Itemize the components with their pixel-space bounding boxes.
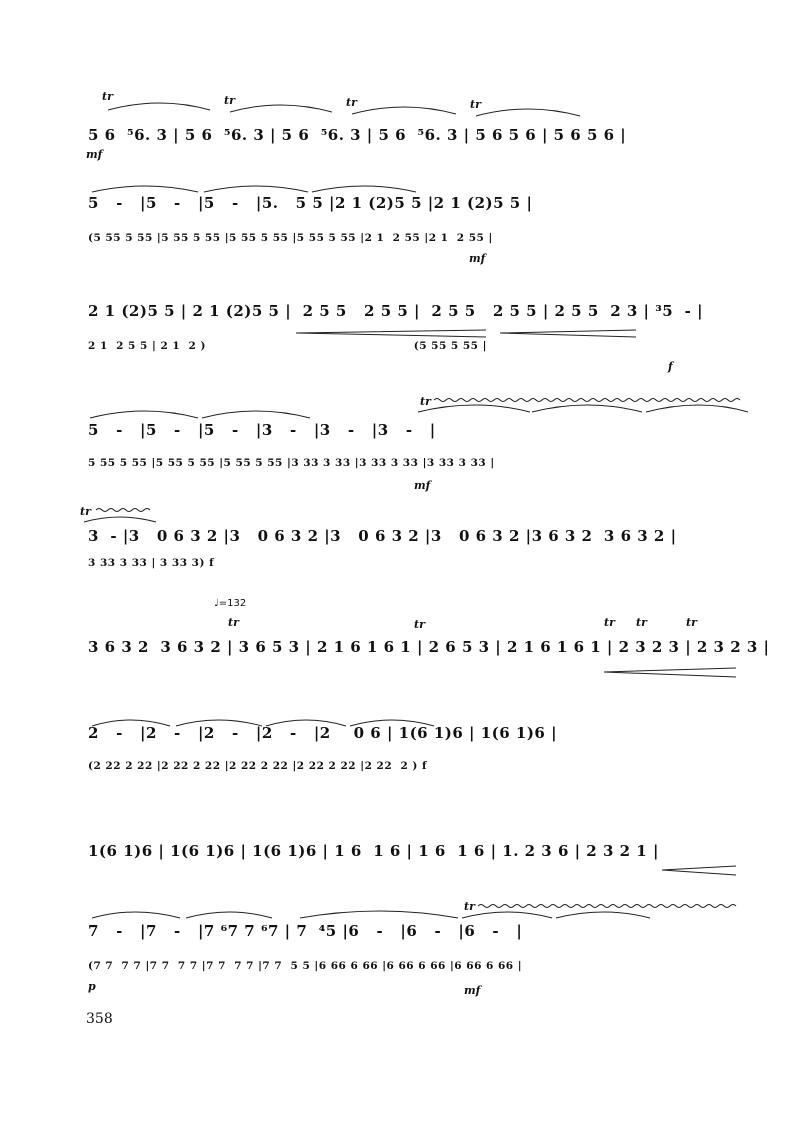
dynamic-mark: mf	[464, 984, 481, 997]
tempo-mark: ♩=132	[214, 598, 247, 609]
melody-line: 1(6 1)6 | 1(6 1)6 | 1(6 1)6 | 1 6 1 6 | 1 6 1 6 | 1. 2 3 6 | 2 3 2 1 |	[88, 842, 659, 860]
dynamic-mark: mf	[414, 479, 431, 492]
melody-line: 2 1 (2)5 5 | 2 1 (2)5 5 | 2 5 5 2 5 5 | 2 5 5 2 5 5 | 2 5 5 2 3 | ³5 - |	[88, 302, 704, 320]
dynamic-mark: f	[668, 360, 673, 373]
accompaniment-line: (2 22 2 22 |2 22 2 22 |2 22 2 22 |2 22 2 22 |2 22 2 ) f	[88, 760, 428, 772]
trill-mark: tr	[414, 618, 425, 631]
system-1	[0, 90, 794, 160]
melody-line: 2 - |2 - |2 - |2 - |2 0 6 | 1(6 1)6 | 1(6 1)6 |	[88, 724, 558, 742]
trill-mark: tr	[102, 90, 113, 103]
trill-mark: tr	[228, 616, 239, 629]
accompaniment-line: 3 33 3 33 | 3 33 3) f	[88, 557, 215, 569]
melody-line: 5 6 ⁵6. 3 | 5 6 ⁵6. 3 | 5 6 ⁵6. 3 | 5 6 ⁵6. 3 | 5 6 5 6 | 5 6 5 6 |	[88, 126, 627, 144]
system-2	[0, 180, 794, 270]
trill-mark: tr	[604, 616, 615, 629]
melody-line: 3 6 3 2 3 6 3 2 | 3 6 5 3 | 2 1 6 1 6 1 | 2 6 5 3 | 2 1 6 1 6 1 | 2 3 2 3 | 2 3 2 3 |	[88, 638, 770, 656]
melody-line: 5 - |5 - |5 - |3 - |3 - |3 - |	[88, 421, 436, 439]
melody-line: 7 - |7 - |7 ⁶7 7 ⁶7 | 7 ⁴5 |6 - |6 - |6 - |	[88, 922, 523, 940]
dynamic-mark: mf	[469, 252, 486, 265]
system-8	[0, 818, 794, 888]
trill-mark: tr	[464, 900, 475, 913]
melody-line: 5 - |5 - |5 - |5. 5 5 |2 1 (2)5 5 |2 1 (2)5 5 |	[88, 194, 533, 212]
system-5	[0, 505, 794, 580]
system-9	[0, 900, 794, 1000]
trill-mark: tr	[686, 616, 697, 629]
trill-mark: tr	[346, 96, 357, 109]
trill-mark: tr	[80, 505, 91, 518]
dynamic-mark: p	[88, 980, 96, 993]
trill-mark: tr	[420, 395, 431, 408]
trill-mark: tr	[470, 98, 481, 111]
system-4	[0, 395, 794, 490]
system-3	[0, 288, 794, 378]
dynamic-mark: mf	[86, 148, 103, 161]
accompaniment-line: 5 55 5 55 |5 55 5 55 |5 55 5 55 |3 33 3 33 |3 33 3 33 |3 33 3 33 |	[88, 457, 495, 469]
trill-mark: tr	[636, 616, 647, 629]
melody-line: 3 - |3 0 6 3 2 |3 0 6 3 2 |3 0 6 3 2 |3 0 6 3 2 |3 6 3 2 3 6 3 2 |	[88, 527, 677, 545]
trill-mark: tr	[224, 94, 235, 107]
page-number: 358	[86, 1011, 113, 1027]
system-6	[0, 598, 794, 688]
accompaniment-line: 2 1 2 5 5 | 2 1 2 ) (5 55 5 55 |	[88, 340, 487, 352]
accompaniment-line: (5 55 5 55 |5 55 5 55 |5 55 5 55 |5 55 5 55 |2 1 2 55 |2 1 2 55 |	[88, 232, 493, 244]
system-7	[0, 712, 794, 792]
accompaniment-line: (7 7 7 7 |7 7 7 7 |7 7 7 7 |7 7 5 5 |6 66 6 66 |6 66 6 66 |6 66 6 66 |	[88, 960, 523, 972]
